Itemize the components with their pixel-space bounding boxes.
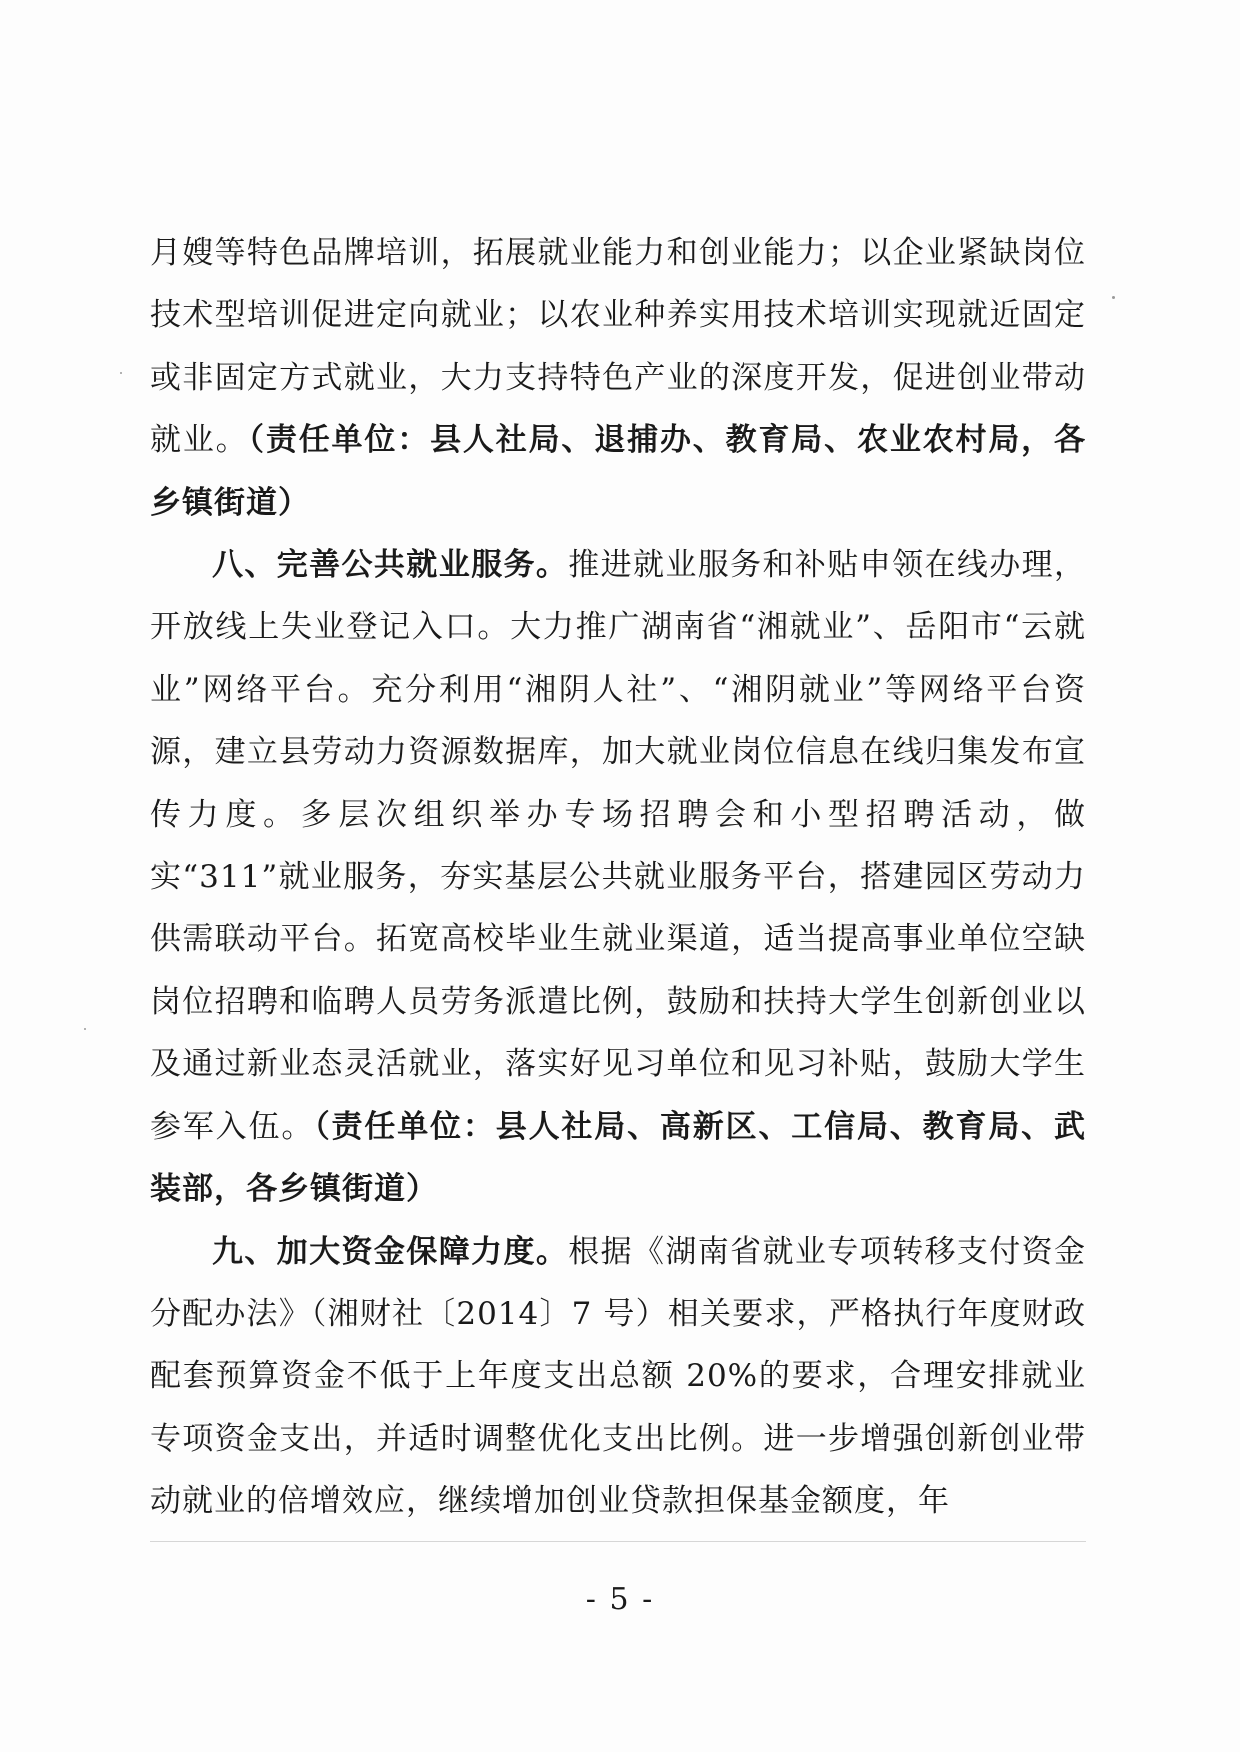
page-number: - 5 - — [585, 1582, 655, 1617]
paragraph-text: 推进就业服务和补贴申领在线办理，开放线上失业登记入口。大力推广湖南省“湘就业”、岳阳市“云就业”网络平台。充分利用“湘阴人社”、“湘阴就业”等网络平台资源，建立县劳动力资源数据库，加大就业岗位信息在线归集发布宣传力度。多层次组织举办专场招聘会和小型招聘活动，做实“311”就业服务，夯实基层公共就业服务平台，搭建园区劳动力供需联动平台。拓宽高校毕业生就业渠道，适当提高事业单位空缺岗位招聘和临聘人员劳务派遣比例，鼓励和扶持大学生创新创业以及通过新业态灵活就业，落实好见习单位和见习补贴，鼓励大学生参军入伍。 — [150, 547, 1087, 1145]
paragraph-text: 根据《湖南省就业专项转移支付资金分配办法》（湘财社〔2014〕7 号）相关要求，严格执行年度财政配套预算资金不低于上年度支出总额 20%的要求，合理安排就业专项资金支出，并适时调整优化支出比例。进一步增强创新创业带动就业的倍增效应，继续增加创业贷款担保基金额度，年 — [150, 1233, 1087, 1520]
section-heading: 九、加大资金保障力度。 — [212, 1233, 569, 1270]
footer-divider — [150, 1541, 1086, 1542]
section-heading: 八、完善公共就业服务。 — [212, 547, 569, 584]
paragraph-public-employment-service — [150, 534, 1086, 1220]
scan-speck — [84, 1028, 86, 1030]
paragraph-text: 月嫂等特色品牌培训，拓展就业能力和创业能力；以企业紧缺岗位技术型培训促进定向就业；以农业种养实用技术培训实现就近固定或非固定方式就业，大力支持特色产业的深度开发，促进创业带动就业。 — [150, 235, 1086, 459]
responsibility-units: （责任单位：县人社局、退捕办、教育局、农业农村局，各乡镇街道） — [150, 422, 1087, 521]
body-text — [150, 222, 1086, 1533]
scan-speck — [120, 372, 122, 374]
responsibility-units: （责任单位：县人社局、高新区、工信局、教育局、武装部，各乡镇街道） — [150, 1108, 1087, 1208]
paragraph-funding-guarantee — [150, 1221, 1086, 1533]
paragraph-training — [150, 222, 1086, 534]
scan-speck — [1112, 296, 1115, 299]
